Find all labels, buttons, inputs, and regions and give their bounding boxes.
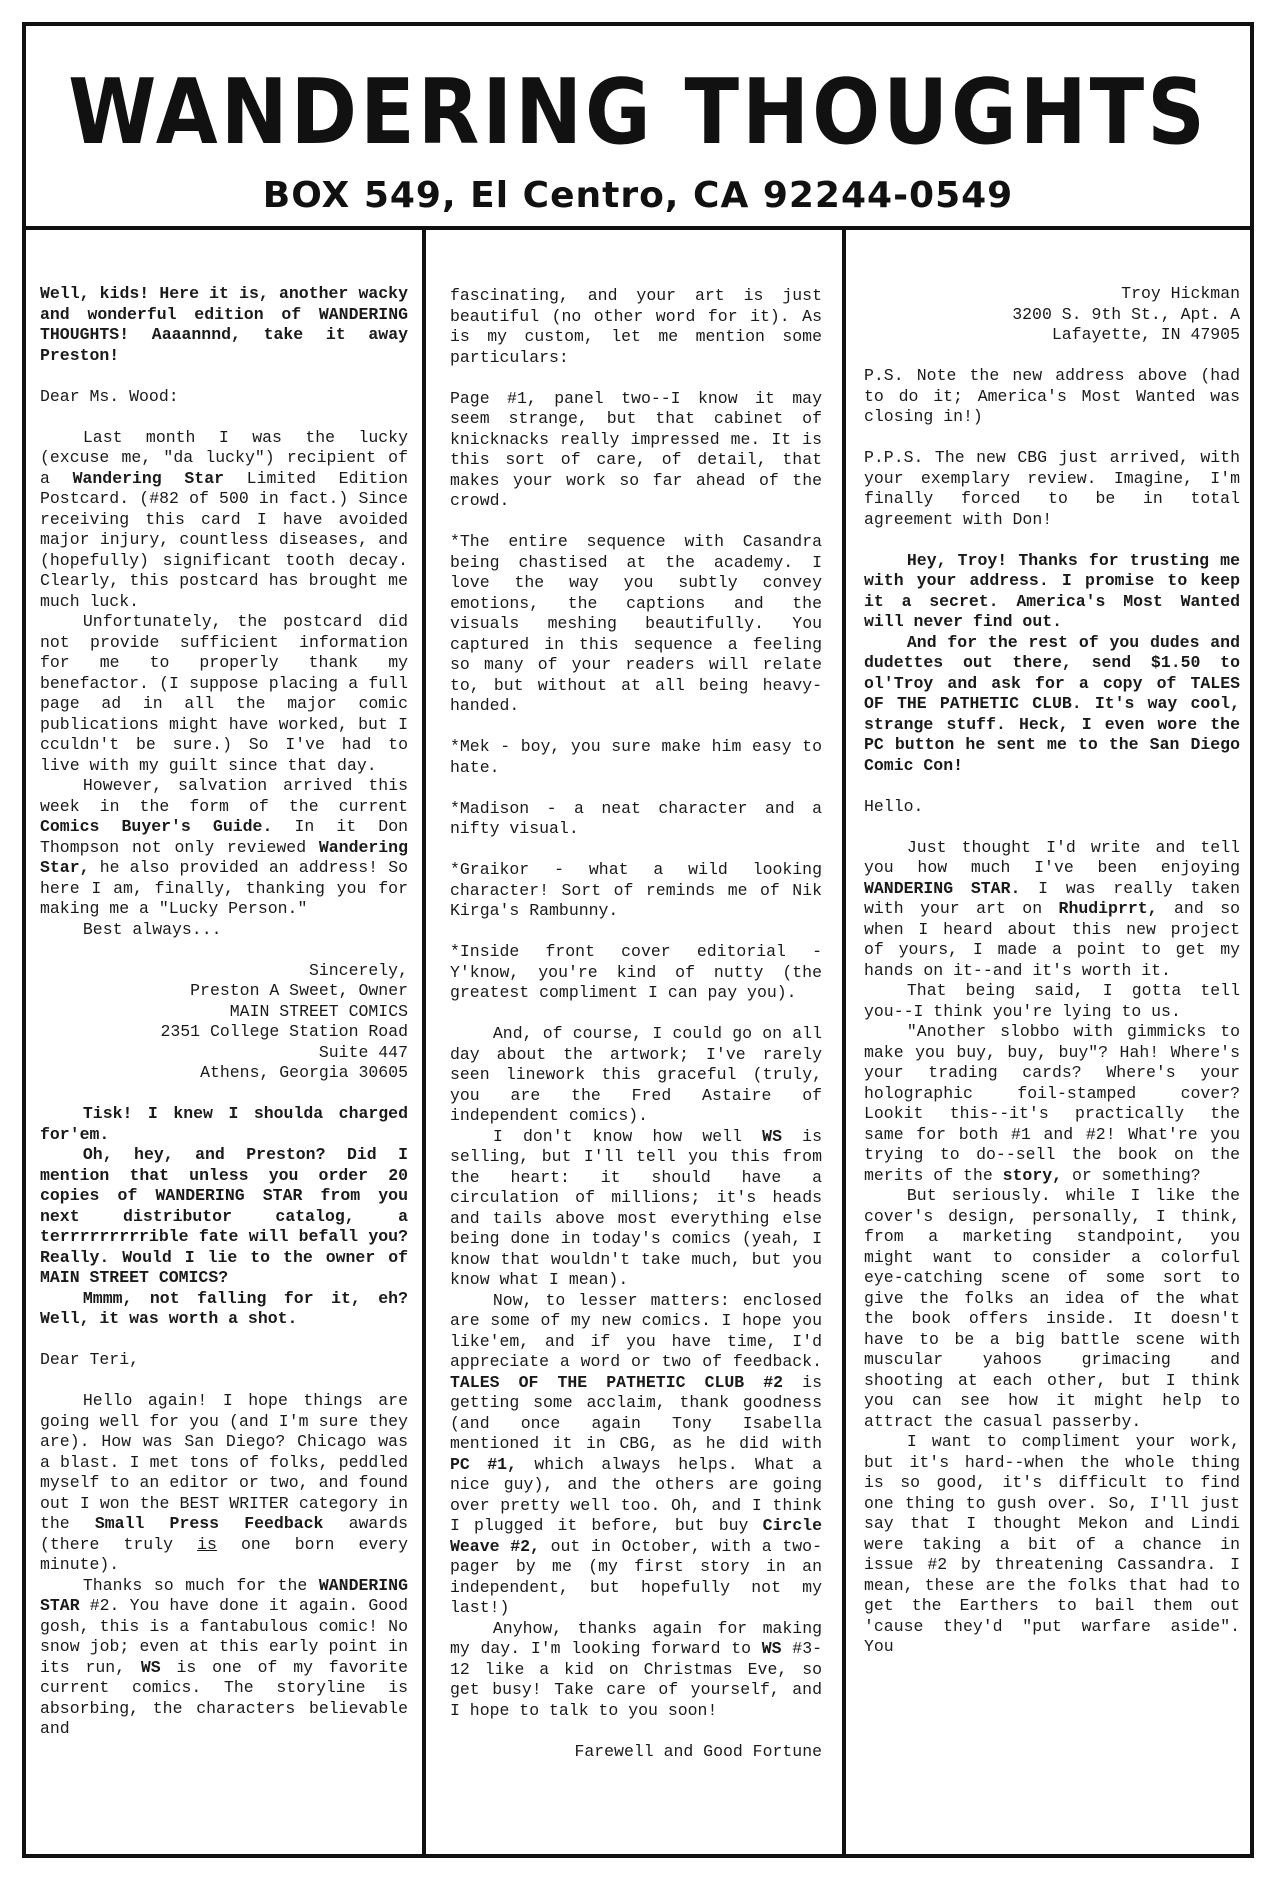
letter-paragraph: But seriously. while I like the cover's design, personally, I think, from a marketing standpoint, you might want to consider a colorful eye-catching scene of some sort to give the folks an idea of the what the book offers inside. It doesn't have to be a big battle scene with muscular yahoos grimacing and shooting at each other, but I think you can see how it might help to attract the casual passerby.: [864, 1186, 1240, 1431]
editor-intro: Well, kids! Here it is, another wacky and wonderful edition of WANDERING THOUGHTS! Aaaannnd, take it away Preston!: [40, 284, 408, 365]
column-2: [430, 226, 846, 1858]
letter-signature: Troy Hickman 3200 S. 9th St., Apt. A Lafayette, IN 47905: [1012, 284, 1240, 344]
column-1: [26, 226, 426, 1858]
letter-paragraph: Thanks so much for the WANDERING STAR #2. You have done it again. Good gosh, this is a fantabulous comic! No snow job; even at this early point in its run, WS is one of my favorite current comics. The storyline is absorbing, the characters believable and: [40, 1575, 408, 1738]
letter-paragraph: fascinating, and your art is just beautiful (no other word for it). As is my custom, let me mention some particulars:: [450, 286, 822, 367]
letter-paragraph: Just thought I'd write and tell you how much I've been enjoying WANDERING STAR. I was really taken with your art on Rhudiprrt, and so when I heard about this new project of yours, I made a point to get my hands on it--and it's worth it.: [864, 837, 1240, 980]
letter-paragraph: However, salvation arrived this week in the form of the current Comics Buyer's Guide. In it Don Thompson not only reviewed Wandering Star, he also provided an address! So here I am, finally, thanking you for making me a "Lucky Person.": [40, 776, 408, 918]
page-title: WANDERING THOUGHTS: [68, 60, 1208, 165]
letter-postscript: P.P.S. The new CBG just arrived, with your exemplary review. Imagine, I'm finally forced to be in total agreement with Don!: [864, 448, 1240, 529]
letter-paragraph: *Inside front cover editorial - Y'know, you're kind of nutty (the greatest compliment I can pay you).: [450, 942, 822, 1002]
letter-closing: Farewell and Good Fortune: [574, 1741, 822, 1761]
letter-paragraph: And, of course, I could go on all day about the artwork; I've rarely seen linework this graceful (truly, you are the Fred Astaire of independent comics).: [450, 1024, 822, 1125]
letter-paragraph: *Graikor - what a wild looking character! Sort of reminds me of Nik Kirga's Rambunny.: [450, 860, 822, 920]
page-frame: [22, 22, 1254, 1858]
letter-paragraph: Hello again! I hope things are going well for you (and I'm sure they are). How was San Diego? Chicago was a blast. I met tons of folks, peddled myself to an editor or two, and found out I won the BEST WRITER category in the Small Press Feedback awards (there truly is one born every minute).: [40, 1391, 409, 1574]
letter-paragraph: "Another slobbo with gimmicks to make you buy, buy, buy"? Hah! Where's your trading cards? Where's your holographic foil-stamped cover? Lookit this--it's practically the same for both #1 and #2! What're you trying to do--sell the book on the merits of the story, or something?: [864, 1022, 1240, 1185]
editor-reply: Mmmm, not falling for it, eh? Well, it was worth a shot.: [40, 1288, 408, 1328]
letter-paragraph: *Madison - a neat character and a nifty visual.: [450, 798, 822, 838]
letter-salutation: Dear Ms. Wood:: [40, 386, 179, 406]
letter-paragraph: *The entire sequence with Casandra being chastised at the academy. I love the way you subtly convey emotions, the captions and the visuals meshing beautifully. You captured in this sequence a feeling so many of your readers will relate to, but without at all being heavy-handed.: [450, 532, 822, 715]
letter-paragraph: Last month I was the lucky (excuse me, "da lucky") recipient of a Wandering Star Limited Edition Postcard. (#82 of 500 in fact.) Since receiving this card I have avoided major injury, countless diseases, and (hopefully) significant tooth decay. Clearly, this postcard has brought me much luck.: [40, 427, 408, 611]
editor-reply: And for the rest of you dudes and dudettes out there, send $1.50 to ol'Troy and ask for a copy of TALES OF THE PATHETIC CLUB. It's way cool, strange stuff. Heck, I even wore the PC button he sent me to the San Diego Comic Con!: [864, 632, 1240, 775]
letter-salutation: Hello.: [864, 796, 924, 816]
editor-reply: Oh, hey, and Preston? Did I mention that unless you order 20 copies of WANDERING STAR from you next distributor catalog, a terrrrrrrrrible fate will befall you? Really. Would I lie to the owner of MAIN STREET COMICS?: [40, 1145, 408, 1287]
letter-paragraph: That being said, I gotta tell you--I think you're lying to us.: [864, 981, 1240, 1021]
letter-paragraph: Page #1, panel two--I know it may seem strange, but that cabinet of knicknacks really impressed me. It is this sort of care, of detail, that makes your work so far ahead of the crowd.: [450, 388, 822, 510]
letter-closing: Best always...: [82, 919, 222, 939]
letter-salutation: Dear Teri,: [40, 1350, 140, 1369]
masthead: [26, 26, 1250, 230]
letter-paragraph: I want to compliment your work, but it's hard--when the whole thing is so good, it's difficult to find one thing to gush over. So, I'll just say that I thought Mekon and Lindi were taking a bit of a chance in issue #2 by threatening Cassandra. I mean, these are the folks that had to get the Earthers to bail them out 'cause they'd "put warfare aside". You: [864, 1432, 1240, 1656]
letter-paragraph: Anyhow, thanks again for making my day. I'm looking forward to WS #3-12 like a kid on Christmas Eve, so get busy! Take care of yourself, and I hope to talk to you soon!: [450, 1618, 823, 1720]
letter-signature: Sincerely, Preston A Sweet, Owner MAIN STREET COMICS 2351 College Station Road Suite 447 Athens, Georgia 30605: [160, 960, 408, 1082]
letter-paragraph: Unfortunately, the postcard did not provide sufficient information for me to properly thank my benefactor. (I suppose placing a full page ad in all the major comic publications might have worked, but I cculdn't be sure.) So I've had to live with my guilt since that day.: [40, 612, 408, 775]
letter-paragraph: I don't know how well WS is selling, but I'll tell you this from the heart: it should have a circulation of millions; it's heads and tails above most everything else being done in today's comics (yeah, I know that wouldn't take much, but you know what I mean).: [450, 1126, 822, 1289]
editor-reply: Hey, Troy! Thanks for trusting me with your address. I promise to keep it a secret. America's Most Wanted will never find out.: [864, 550, 1240, 631]
mailing-address: BOX 549, El Centro, CA 92244-0549: [262, 175, 1014, 216]
letter-postscript: P.S. Note the new address above (had to do it; America's Most Wanted was closing in!): [864, 366, 1240, 426]
editor-reply: Tisk! I knew I shoulda charged for'em.: [40, 1104, 408, 1144]
letter-paragraph: *Mek - boy, you sure make him easy to hate.: [450, 737, 822, 777]
letter-paragraph: Now, to lesser matters: enclosed are some of my new comics. I hope you like'em, and if you have time, I'd appreciate a word or two of feedback. TALES OF THE PATHETIC CLUB #2 is getting some acclaim, thank goodness (and once again Tony Isabella mentioned it in CBG, as he did with PC #1, which always helps. What a nice guy), and the others are going over pretty well too. Oh, and I think I plugged it before, but buy Circle Weave #2, out in October, with a two-pager by me (my first story in an independent, but hopefully not my last!): [450, 1290, 822, 1617]
column-3: [850, 226, 1254, 1858]
